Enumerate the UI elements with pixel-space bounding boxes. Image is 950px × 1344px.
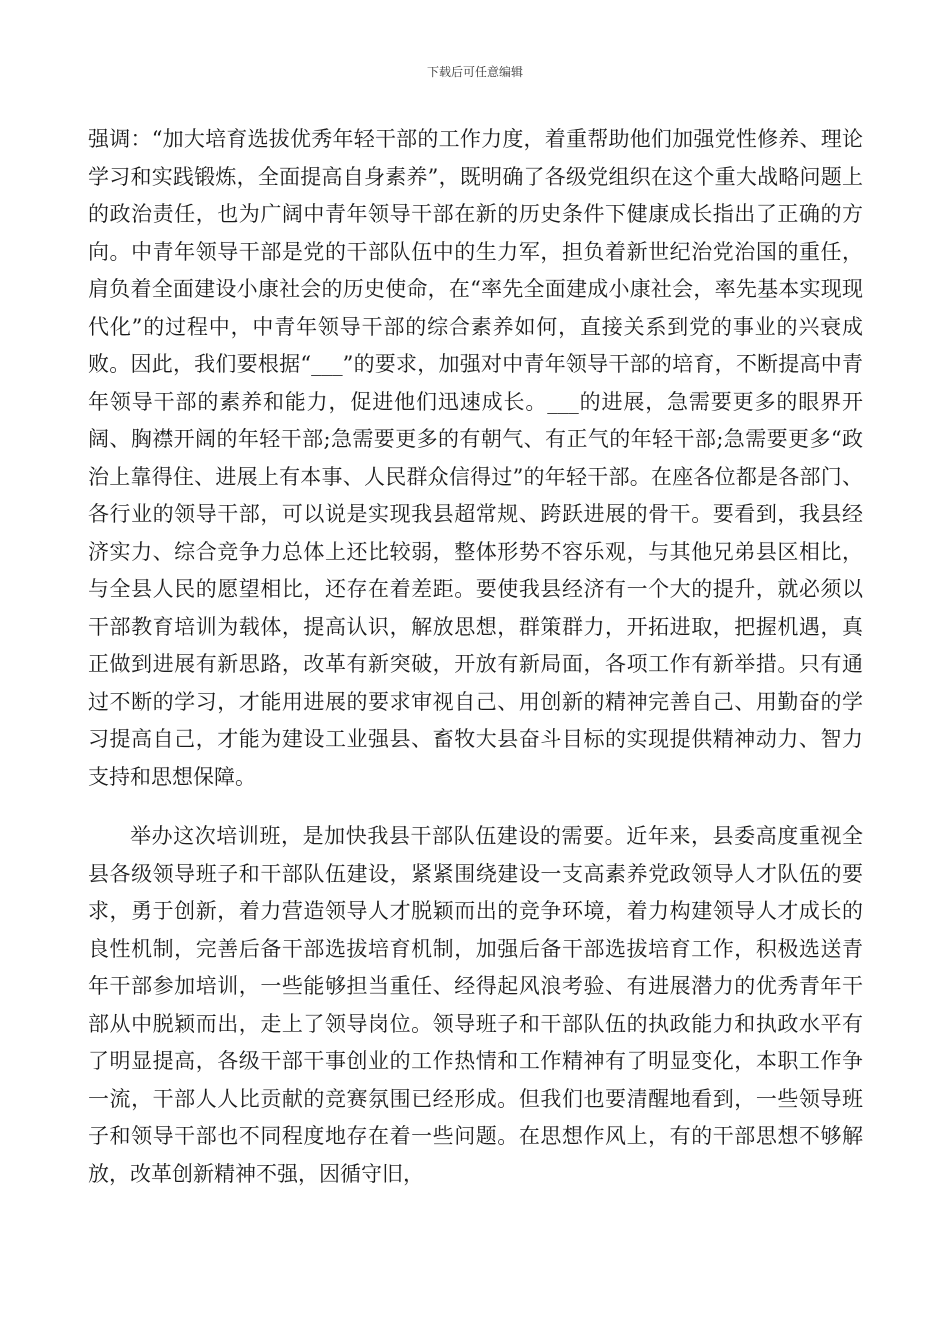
paragraph-spacer <box>88 796 863 818</box>
paragraph-1: 强调：“加大培育选拔优秀年轻干部的工作力度，着重帮助他们加强党性修养、理论学习和实践锻炼，全面提高自身素养”，既明确了各级党组织在这个重大战略问题上的政治责任，也为广阔中青年领导干部在新的历史条件下健康成长指出了正确的方向。中青年领导干部是党的干部队伍中的生力军，担负着新世纪治党治国的重任，肩负着全面建设小康社会的历史使命，在“率先全面建成小康社会，率先基本实现现代化”的过程中，中青年领导干部的综合素养如何，直接关系到党的事业的兴衰成败。因此，我们要根据“___”的要求，加强对中青年领导干部的培育，不断提高中青年领导干部的素养和能力，促进他们迅速成长。___的进展，急需要更多的眼界开阔、胸襟开阔的年轻干部;急需要更多的有朝气、有正气的年轻干部;急需要更多“政治上靠得住、进展上有本事、人民群众信得过”的年轻干部。在座各位都是各部门、各行业的领导干部，可以说是实现我县超常规、跨跃进展的骨干。要看到，我县经济实力、综合竞争力总体上还比较弱，整体形势不容乐观，与其他兄弟县区相比，与全县人民的愿望相比，还存在着差距。要使我县经济有一个大的提升，就必须以干部教育培训为载体，提高认识，解放思想，群策群力，开拓进取，把握机遇，真正做到进展有新思路，改革有新突破，开放有新局面，各项工作有新举措。只有通过不断的学习，才能用进展的要求审视自己、用创新的精神完善自己、用勤奋的学习提高自己，才能为建设工业强县、畜牧大县奋斗目标的实现提供精神动力、智力支持和思想保障。 <box>88 127 863 789</box>
document-body <box>88 121 863 1193</box>
paragraph-2: 举办这次培训班，是加快我县干部队伍建设的需要。近年来，县委高度重视全县各级领导班子和干部队伍建设，紧紧围绕建设一支高素养党政领导人才队伍的要求，勇于创新，着力营造领导人才脱颖而出的竞争环境，着力构建领导人才成长的良性机制，完善后备干部选拔培育机制，加强后备干部选拔培育工作，积极选送青年干部参加培训，一些能够担当重任、经得起风浪考验、有进展潜力的优秀青年干部从中脱颖而出，走上了领导岗位。领导班子和干部队伍的执政能力和执政水平有了明显提高，各级干部干事创业的工作热情和工作精神有了明显变化，本职工作争一流，干部人人比贡献的竞赛氛围已经形成。但我们也要清醒地看到，一些领导班子和领导干部也不同程度地存在着一些问题。在思想作风上，有的干部思想不够解放，改革创新精神不强，因循守旧， <box>88 824 863 1186</box>
page-header: 下载后可任意编辑 <box>426 65 523 79</box>
